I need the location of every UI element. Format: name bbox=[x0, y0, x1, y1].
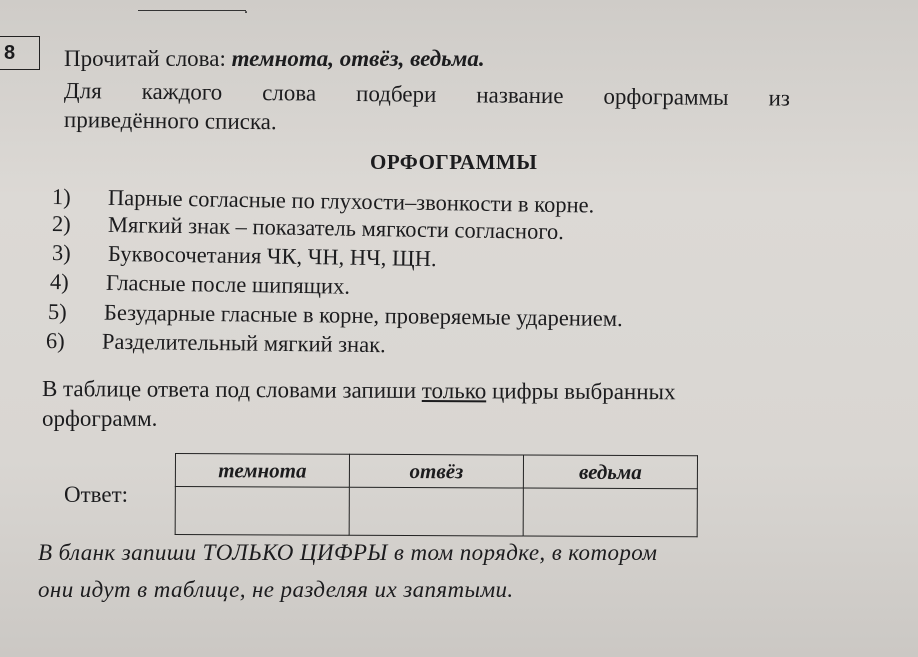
intro-line-3: приведённого списка. bbox=[63, 107, 277, 135]
answer-input-row bbox=[175, 487, 697, 537]
instruction-text: В таблице ответа под словами запиши bbox=[41, 376, 422, 403]
option-number: 5) bbox=[47, 299, 67, 325]
task-number: 8 bbox=[0, 36, 40, 70]
instruction-line-2: орфограмм. bbox=[42, 406, 158, 431]
answer-cell-temnota[interactable] bbox=[175, 487, 349, 536]
option-5 bbox=[48, 299, 623, 332]
intro-word: Для bbox=[63, 78, 102, 104]
option-6 bbox=[46, 328, 386, 358]
note-line-1: В бланк запиши ТОЛЬКО ЦИФРЫ в том порядке, в котором bbox=[38, 540, 658, 565]
section-heading: ОРФОГРАММЫ bbox=[370, 150, 538, 174]
intro-words: темнота, отвёз, ведьма. bbox=[231, 46, 485, 71]
option-number: 3) bbox=[51, 240, 71, 266]
punctuation-dot: . bbox=[244, 0, 248, 17]
option-text: Разделительный мягкий знак. bbox=[101, 328, 386, 358]
option-text: Гласные после шипящих. bbox=[105, 269, 351, 299]
answer-cell-otvez[interactable] bbox=[349, 487, 523, 536]
instruction-emphasis: только bbox=[421, 377, 487, 404]
answer-column-header: ведьма bbox=[523, 455, 697, 489]
intro-lead: Прочитай слова: bbox=[64, 46, 226, 71]
option-number: 1) bbox=[51, 184, 71, 210]
intro-word: из bbox=[768, 85, 791, 111]
answer-cell-vedma[interactable] bbox=[523, 488, 697, 537]
intro-word: название bbox=[476, 82, 564, 109]
option-number: 6) bbox=[45, 328, 65, 354]
option-text: Буквосочетания ЧК, ЧН, НЧ, ЩН. bbox=[107, 240, 437, 272]
option-3 bbox=[52, 240, 437, 272]
answer-header-row bbox=[175, 454, 697, 489]
option-number: 2) bbox=[51, 211, 71, 237]
note-line-2: они идут в таблице, не разделяя их запятыми. bbox=[38, 577, 514, 602]
option-4 bbox=[50, 269, 350, 300]
intro-word: подбери bbox=[355, 81, 437, 107]
answer-column-header: отвёз bbox=[349, 454, 523, 488]
instruction-text: цифры выбранных bbox=[486, 378, 676, 405]
answer-column-header: темнота bbox=[175, 454, 349, 488]
intro-line-1 bbox=[64, 46, 485, 72]
answer-label: Ответ: bbox=[64, 482, 129, 507]
intro-word: слова bbox=[262, 80, 317, 106]
option-text: Мягкий знак – показатель мягкости согласного. bbox=[107, 211, 565, 245]
instruction-line-1 bbox=[42, 376, 676, 405]
intro-line-2 bbox=[64, 78, 790, 112]
intro-word: каждого bbox=[141, 78, 223, 105]
option-text: Парные согласные по глухости–звонкости в корне. bbox=[107, 184, 595, 218]
answer-table bbox=[175, 453, 698, 537]
intro-word: орфограммы bbox=[603, 83, 729, 110]
blank-line bbox=[138, 10, 246, 11]
option-number: 4) bbox=[49, 269, 69, 295]
option-text: Безударные гласные в корне, проверяемые ударением. bbox=[103, 299, 623, 332]
